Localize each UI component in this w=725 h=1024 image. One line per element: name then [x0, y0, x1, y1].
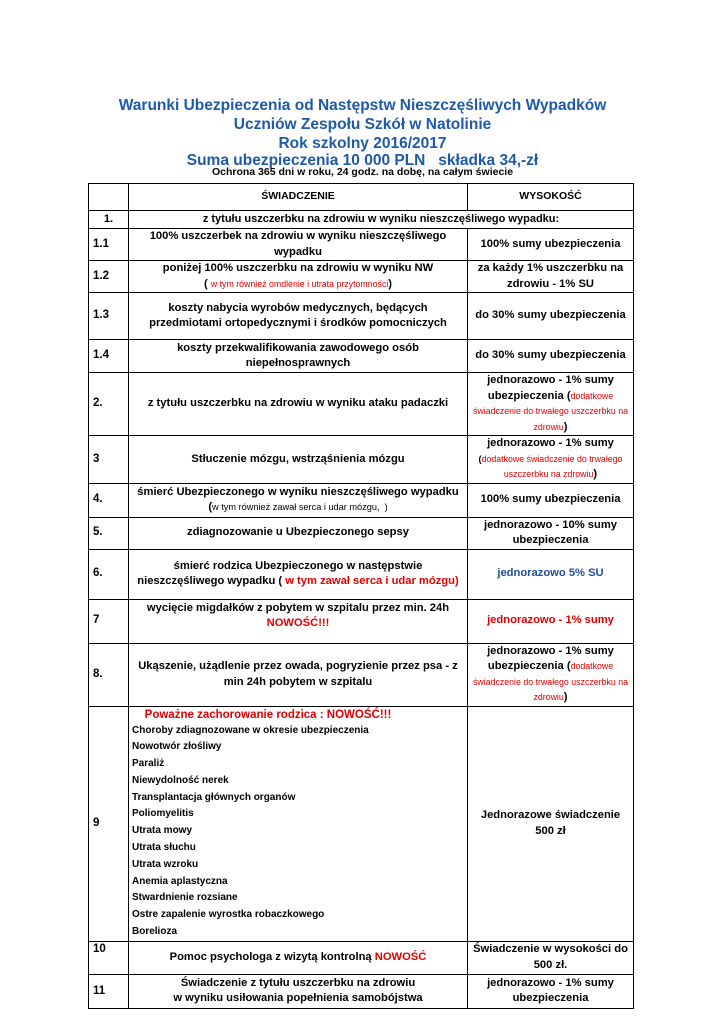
table-row — [89, 974, 634, 1008]
paren-open: ( — [203, 277, 211, 290]
row-amount-note: dodatkowe świadczenie do trwałego uszczerbku na zdrowiu — [481, 453, 623, 479]
row-number: 7 — [89, 599, 129, 643]
row-number: 1. — [89, 211, 129, 229]
table-row — [89, 340, 634, 373]
row-benefit — [129, 483, 468, 517]
table-row — [89, 941, 634, 974]
paren-close: ) — [593, 468, 598, 480]
row-amount: za każdy 1% uszczerbku na zdrowiu - 1% SU — [468, 261, 634, 293]
row-benefit-note: w tym również zawał serca i udar mózgu, ) — [212, 502, 388, 512]
row-amount — [468, 643, 634, 706]
table-row — [89, 293, 634, 340]
row-amount-text: jednorazowo - 1% sumy ubezpieczenia ( — [487, 644, 614, 672]
table-row — [89, 261, 634, 293]
row-number: 1.2 — [89, 261, 129, 293]
row-amount: jednorazowo - 1% sumy — [468, 599, 634, 643]
header-empty-cell — [89, 184, 129, 211]
list-item: Choroby zdiagnozowane w okresie ubezpieczenia — [132, 724, 369, 736]
row-benefit: Stłuczenie mózgu, wstrząśnienia mózgu — [129, 436, 468, 484]
row-number: 3 — [89, 436, 129, 484]
row-benefit — [129, 599, 468, 643]
title-line-4: Suma ubezpieczenia 10 000 PLN składka 34,-zł — [186, 152, 539, 169]
paren-close: ) — [563, 691, 568, 703]
row-benefit-text: wycięcie migdałków z pobytem w szpitalu przez min. 24h — [146, 601, 450, 614]
row-benefit — [129, 706, 468, 941]
paren-close: ) — [388, 277, 393, 290]
row-amount — [468, 436, 634, 484]
row-benefit — [129, 261, 468, 293]
row-amount: do 30% sumy ubezpieczenia — [468, 293, 634, 340]
paren-open: ( — [478, 453, 482, 464]
list-item: Nowotwór złośliwy — [132, 741, 222, 753]
table-row — [89, 373, 634, 436]
table-row — [89, 643, 634, 706]
list-item: Ostre zapalenie wyrostka robaczkowego — [132, 909, 325, 921]
row-benefit: 100% uszczerbek na zdrowiu w wyniku nieszczęśliwego wypadku — [129, 229, 468, 261]
row-amount: Świadczenie w wysokości do 500 zł. — [468, 941, 634, 974]
list-item: Paraliż — [132, 758, 165, 770]
table-row — [89, 211, 634, 229]
table-header-row — [89, 184, 634, 211]
row-number: 6. — [89, 549, 129, 599]
row-amount: 100% sumy ubezpieczenia — [468, 229, 634, 261]
list-item: Utrata mowy — [132, 825, 193, 837]
row-number: 11 — [89, 974, 129, 1008]
row-benefit-note: w tym również omdlenie i utrata przytomności — [210, 278, 389, 289]
row-benefit: Ukąszenie, użądlenie przez owada, pogryzienie przez psa - z min 24h pobytem w szpitalu — [129, 643, 468, 706]
row-amount-note: dodatkowe świadczenie do trwałego uszczerbku na zdrowiu — [472, 661, 628, 702]
row-benefit: z tytułu uszczerbku na zdrowiu w wyniku ataku padaczki — [129, 373, 468, 436]
list-item: Anemia aplastyczna — [132, 875, 228, 887]
list-item: Utrata słuchu — [132, 842, 196, 854]
row-number: 5. — [89, 517, 129, 549]
illness-list — [132, 723, 464, 941]
title-line-3: Rok szkolny 2016/2017 — [278, 135, 447, 152]
row-benefit-text: śmierć rodzica Ubezpieczonego w następstwie nieszczęśliwego wypadku ( — [137, 559, 423, 587]
row-benefit — [129, 974, 468, 1008]
row-number: 1.4 — [89, 340, 129, 373]
row-number: 10 — [89, 941, 129, 974]
row-amount — [468, 373, 634, 436]
column-header-benefit: ŚWIADCZENIE — [129, 184, 468, 211]
new-badge: NOWOŚĆ — [374, 951, 427, 964]
row-amount: 100% sumy ubezpieczenia — [468, 483, 634, 517]
title-line-1: Warunki Ubezpieczenia od Następstw Nieszczęśliwych Wypadków — [118, 97, 607, 114]
row-benefit — [129, 941, 468, 974]
row-benefit-text: poniżej 100% uszczerbku na zdrowiu w wyniku NW — [162, 262, 434, 274]
list-item: Poliomyelitis — [132, 808, 194, 820]
row-number: 8. — [89, 643, 129, 706]
row-number: 9 — [89, 706, 129, 941]
protection-note: Ochrona 365 dni w roku, 24 godz. na dobę, na całym świecie — [211, 166, 514, 178]
table-row — [89, 229, 634, 261]
row-benefit-text: Pomoc psychologa z wizytą kontrolną — [169, 951, 375, 964]
row-amount-note: dodatkowe świadczenie do trwałego uszczerbku na zdrowiu — [472, 390, 628, 432]
table-row — [89, 706, 634, 941]
row-number: 1.1 — [89, 229, 129, 261]
row-amount: Jednorazowe świadczenie 500 zł — [468, 706, 634, 941]
row-amount: jednorazowo - 10% sumy ubezpieczenia — [468, 517, 634, 549]
list-item: Stwardnienie rozsiane — [132, 892, 238, 904]
benefits-table — [88, 183, 634, 1009]
title-line-2: Uczniów Zespołu Szkół w Natolinie — [233, 116, 492, 133]
table-row — [89, 483, 634, 517]
list-item: Niewydolność nerek — [132, 774, 229, 786]
row-amount-text: jednorazowo - 1% sumy — [487, 437, 614, 449]
table-row — [89, 436, 634, 484]
row-benefit-line-2: w wyniku usiłowania popełnienia samobójstwa — [173, 992, 423, 1005]
row-number: 4. — [89, 483, 129, 517]
list-item: Transplantacja głównych organów — [132, 791, 296, 803]
row-benefit-red: w tym zawał serca i udar mózgu) — [285, 575, 459, 587]
column-header-amount: WYSOKOŚĆ — [468, 184, 634, 211]
list-item: Borelioza — [132, 926, 178, 938]
row-benefit: z tytułu uszczerbku na zdrowiu w wyniku nieszczęśliwego wypadku: — [129, 211, 634, 229]
row-amount: jednorazowo - 1% sumy ubezpieczenia — [468, 974, 634, 1008]
row-benefit: koszty nabycia wyrobów medycznych, będących przedmiotami ortopedycznymi i środków pomocniczych — [129, 293, 468, 340]
row-amount-text: jednorazowo - 1% sumy ubezpieczenia ( — [487, 374, 614, 402]
row-amount: do 30% sumy ubezpieczenia — [468, 340, 634, 373]
illness-title: Poważne zachorowanie rodzica : NOWOŚĆ!!! — [144, 708, 392, 721]
new-badge: NOWOŚĆ!!! — [266, 617, 330, 629]
row-number: 2. — [89, 373, 129, 436]
row-benefit — [129, 549, 468, 599]
row-benefit-text: śmierć Ubezpieczonego w wyniku nieszczęśliwego wypadku ( — [137, 485, 459, 513]
row-benefit: koszty przekwalifikowania zawodowego osób niepełnosprawnych — [129, 340, 468, 373]
paren-close: ) — [563, 420, 568, 433]
table-row — [89, 599, 634, 643]
table-row — [89, 517, 634, 549]
row-benefit: zdiagnozowanie u Ubezpieczonego sepsy — [129, 517, 468, 549]
row-benefit-line-1: Świadczenie z tytułu uszczerbku na zdrowiu — [180, 976, 416, 989]
table-row — [89, 549, 634, 599]
list-item: Utrata wzroku — [132, 858, 199, 870]
row-amount: jednorazowo 5% SU — [468, 549, 634, 599]
row-number: 1.3 — [89, 293, 129, 340]
